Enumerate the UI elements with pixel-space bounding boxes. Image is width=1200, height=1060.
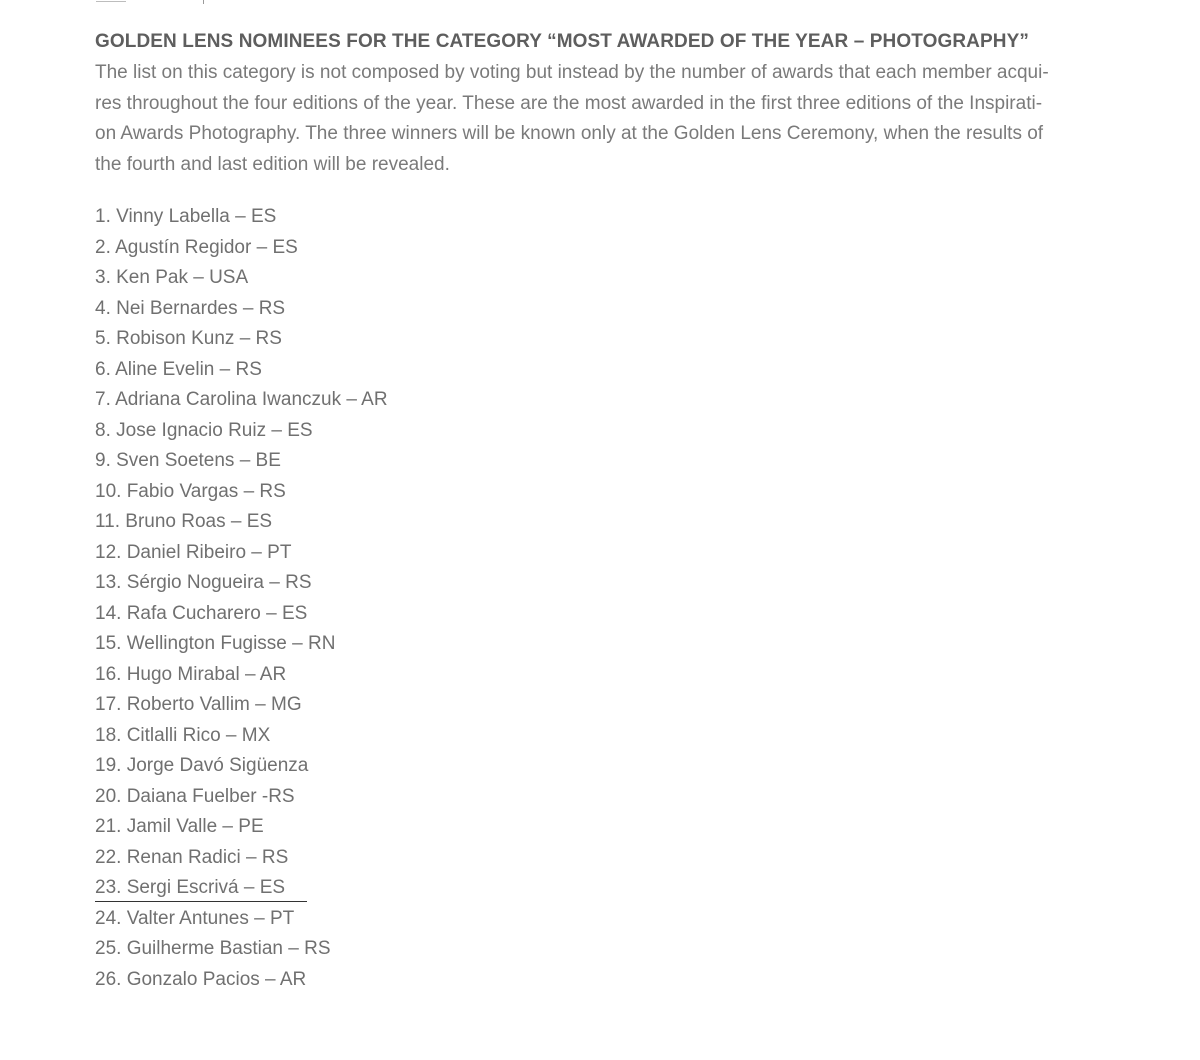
- list-item: [95, 324, 1185, 355]
- nominee-label: 12. Daniel Ribeiro – PT: [95, 541, 292, 563]
- list-item: [95, 355, 1185, 386]
- list-item: [95, 934, 1185, 965]
- list-item: [95, 629, 1185, 660]
- top-tick-mark: [203, 0, 204, 4]
- nominee-label: 17. Roberto Vallim – MG: [95, 694, 302, 715]
- nominee-label: 11. Bruno Roas – ES: [95, 511, 273, 532]
- nominee-label: 5. Robison Kunz – RS: [95, 328, 282, 349]
- nominee-label: 24. Valter Antunes – PT: [95, 907, 295, 929]
- nominee-list: [95, 202, 1185, 995]
- nominee-label: 16. Hugo Mirabal – AR: [95, 663, 287, 685]
- list-item: [95, 538, 1185, 569]
- list-item: [95, 782, 1185, 813]
- nominee-label: 9. Sven Soetens – BE: [95, 450, 281, 471]
- nominee-label: 1. Vinny Labella – ES: [95, 206, 277, 227]
- list-item: [95, 904, 1185, 935]
- list-item-underlined: [95, 873, 1185, 904]
- page-title: GOLDEN LENS NOMINEES FOR THE CATEGORY “MOST AWARDED OF THE YEAR – PHOTOGRAPHY”: [95, 31, 1029, 52]
- nominee-label: 22. Renan Radici – RS: [95, 846, 289, 868]
- nominee-label: 23. Sergi Escrivá – ES: [95, 875, 307, 902]
- nominee-label: 25. Guilherme Bastian – RS: [95, 938, 331, 959]
- nominee-label: 19. Jorge Davó Sigüenza: [95, 755, 309, 776]
- list-item: [95, 477, 1185, 508]
- nominee-label: 26. Gonzalo Pacios – AR: [95, 968, 307, 990]
- list-item: [95, 568, 1185, 599]
- nominee-label: 6. Aline Evelin – RS: [95, 358, 262, 380]
- list-item: [95, 721, 1185, 752]
- nominee-label: 2. Agustín Regidor – ES: [95, 236, 298, 258]
- nominee-label: 4. Nei Bernardes – RS: [95, 297, 286, 319]
- nominee-label: 18. Citlalli Rico – MX: [95, 724, 271, 746]
- list-item: [95, 233, 1185, 264]
- intro-line: on Awards Photography. The three winners will be known only at the Golden Lens Ceremony, when the results of: [95, 123, 1044, 144]
- intro-line: The list on this category is not composed by voting but instead by the number of awards that each member acqui-: [95, 62, 1049, 83]
- list-item: [95, 202, 1185, 233]
- list-item: [95, 751, 1185, 782]
- nominee-label: 13. Sérgio Nogueira – RS: [95, 572, 312, 593]
- list-item: [95, 385, 1185, 416]
- list-item: [95, 294, 1185, 325]
- list-item: [95, 599, 1185, 630]
- nominee-label: 20. Daiana Fuelber -RS: [95, 785, 295, 807]
- intro-line: the fourth and last edition will be revealed.: [95, 153, 450, 175]
- top-divider-line: [96, 1, 126, 2]
- nominee-label: 3. Ken Pak – USA: [95, 267, 249, 288]
- article-content: [95, 28, 1185, 995]
- nominee-label: 21. Jamil Valle – PE: [95, 816, 264, 837]
- intro-line: res throughout the four editions of the year. These are the most awarded in the first three editions of the Inspirati-: [95, 92, 1043, 114]
- list-item: [95, 263, 1185, 294]
- list-item: [95, 507, 1185, 538]
- list-item: [95, 812, 1185, 843]
- list-item: [95, 965, 1185, 996]
- list-item: [95, 446, 1185, 477]
- list-item: [95, 660, 1185, 691]
- list-item: [95, 690, 1185, 721]
- nominee-label: 15. Wellington Fugisse – RN: [95, 633, 336, 654]
- intro-paragraph: [95, 58, 1185, 180]
- nominee-label: 14. Rafa Cucharero – ES: [95, 602, 308, 624]
- nominee-label: 8. Jose Ignacio Ruiz – ES: [95, 419, 313, 441]
- nominee-label: 7. Adriana Carolina Iwanczuk – AR: [95, 389, 388, 410]
- list-item: [95, 416, 1185, 447]
- nominee-label: 10. Fabio Vargas – RS: [95, 480, 286, 502]
- top-edge-marks: [96, 0, 216, 4]
- list-item: [95, 843, 1185, 874]
